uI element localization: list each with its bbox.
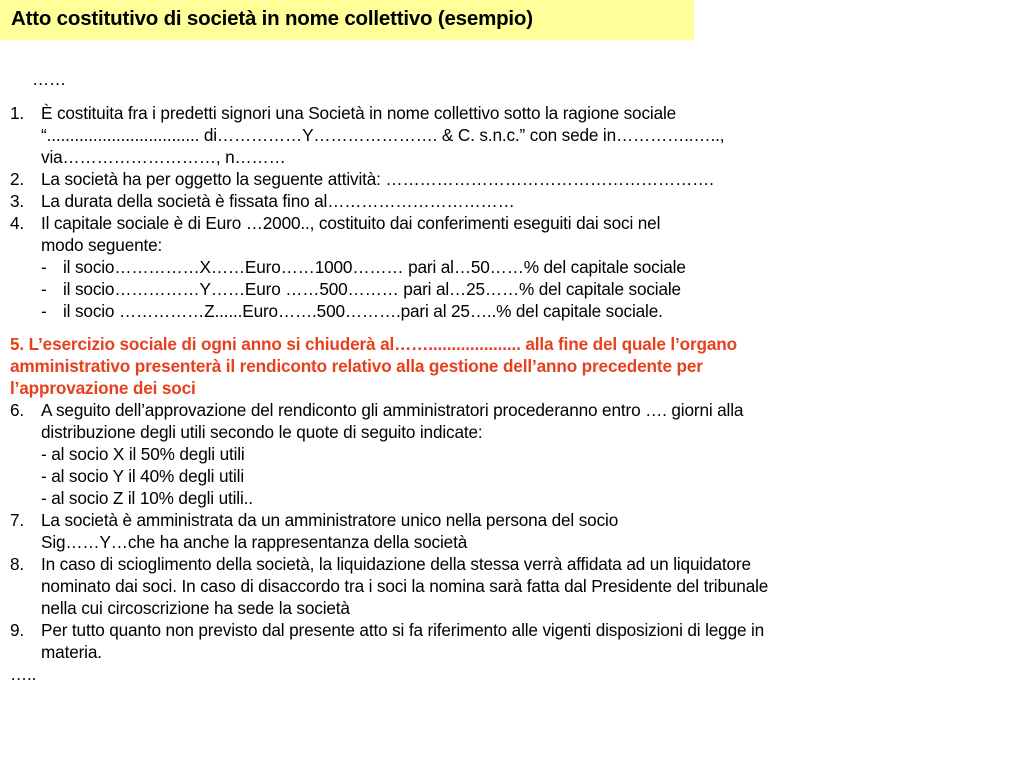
clause-1-line-1 [10, 102, 1010, 124]
clause-8-line-1 [10, 553, 1010, 575]
clause-6-sub-2: - al socio Y il 40% degli utili [41, 466, 244, 486]
clause-number: 2. [10, 169, 25, 189]
clause-number: 4. [10, 213, 25, 233]
spacer [10, 90, 1010, 102]
clause-number: 9. [10, 620, 25, 640]
clause-text: La società è amministrata da un amministratore unico nella persona del socio [41, 510, 619, 530]
bullet-dash: - [41, 301, 47, 321]
clause-1-line-2: “................................. di……………Y…………………. & C. s.n.c.” con sede in…………..….., [41, 125, 725, 145]
clause-8-line-2: nominato dai soci. In caso di disaccordo tra i soci la nomina sarà fatta dal Presidente del tribunale [41, 576, 769, 596]
clause-text: A seguito dell’approvazione del rendiconto gli amministratori procederanno entro …. giorni alla [41, 400, 744, 420]
sub-text: il socio……………Y……Euro ……500……… pari al…25……% del capitale sociale [63, 279, 681, 299]
clause-5-line-1: 5. L’esercizio sociale di ogni anno si chiuderà al…….................... alla fine del quale l’organo [10, 334, 737, 354]
closing-ellipsis: ….. [10, 664, 37, 684]
clause-text: In caso di scioglimento della società, la liquidazione della stessa verrà affidata ad un liquidatore [41, 554, 751, 574]
clause-2-line-1 [10, 168, 1010, 190]
bullet-dash: - [41, 279, 47, 299]
clause-3-line-1 [10, 190, 1010, 212]
clause-9-line-1 [10, 619, 1010, 641]
clause-text: È costituita fra i predetti signori una Società in nome collettivo sotto la ragione sociale [41, 103, 677, 123]
clause-8-line-3: nella cui circoscrizione ha sede la società [41, 598, 350, 618]
clause-7-line-2: Sig……Y…che ha anche la rappresentanza della società [41, 532, 468, 552]
bullet-dash: - [41, 257, 47, 277]
clause-7-line-1 [10, 509, 1010, 531]
clause-text: La durata della società è fissata fino al…………………………… [41, 191, 515, 211]
document-body [10, 68, 1010, 685]
clause-9-line-2: materia. [41, 642, 102, 662]
clause-text: Per tutto quanto non previsto dal presente atto si fa riferimento alle vigenti disposizioni di legge in [41, 620, 765, 640]
clause-4-line-2: modo seguente: [41, 235, 163, 255]
clause-5-line-3: l’approvazione dei soci [10, 378, 196, 398]
clause-6-sub-1: - al socio X il 50% degli utili [41, 444, 245, 464]
sub-text: il socio ……………Z......Euro…….500……….pari al 25…..% del capitale sociale. [63, 301, 663, 321]
clause-number: 6. [10, 400, 25, 420]
clause-6-sub-3: - al socio Z il 10% degli utili.. [41, 488, 253, 508]
clause-4-sub-1 [10, 256, 1010, 278]
clause-number: 3. [10, 191, 25, 211]
clause-text: La società ha per oggetto la seguente attività: …………………………………………………. [41, 169, 714, 189]
page-title: Atto costitutivo di società in nome collettivo (esempio) [11, 7, 533, 30]
clause-text: Il capitale sociale è di Euro …2000.., costituito dai conferimenti eseguiti dai soci nel [41, 213, 661, 233]
clause-number: 8. [10, 554, 25, 574]
clause-4-line-1 [10, 212, 1010, 234]
clause-6-line-2: distribuzione degli utili secondo le quote di seguito indicate: [41, 422, 483, 442]
clause-number: 1. [10, 103, 25, 123]
intro-ellipsis: …… [32, 69, 67, 89]
clause-1-line-3: via………………………, n……… [41, 147, 286, 167]
title-banner [0, 0, 694, 40]
sub-text: il socio……………X……Euro……1000……… pari al…50……% del capitale sociale [63, 257, 686, 277]
clause-4-sub-2 [10, 278, 1010, 300]
clause-4-sub-3 [10, 300, 1010, 322]
clause-number: 7. [10, 510, 25, 530]
clause-6-line-1 [10, 399, 1010, 421]
clause-5-line-2: amministrativo presenterà il rendiconto relativo alla gestione dell’anno precedente per [10, 356, 703, 376]
spacer [10, 322, 1010, 333]
